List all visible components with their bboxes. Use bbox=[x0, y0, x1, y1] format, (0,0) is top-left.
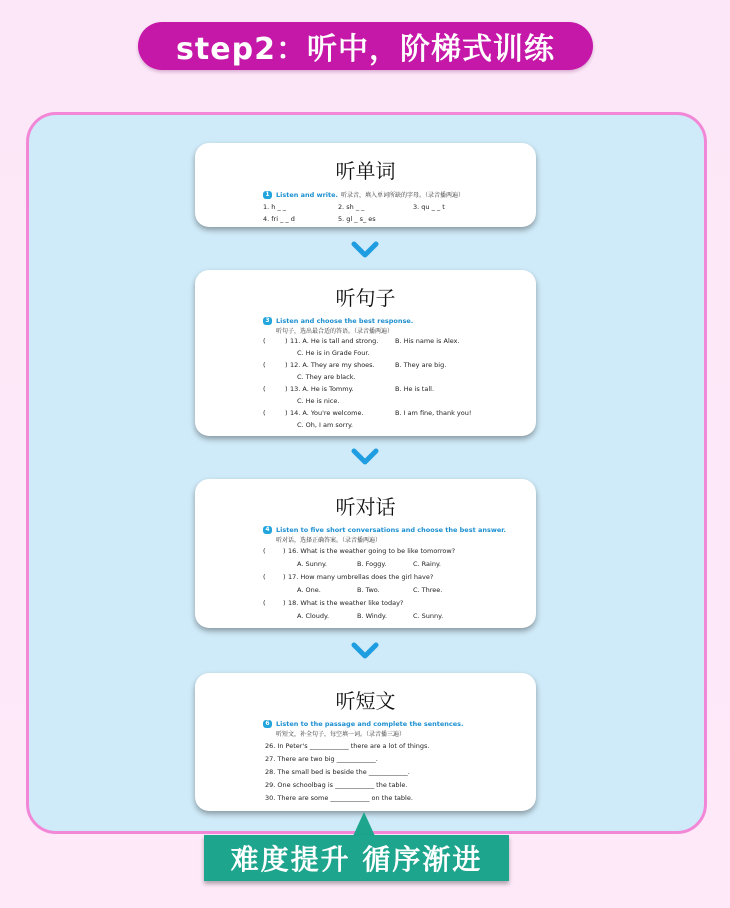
card-listen-sentences bbox=[195, 270, 536, 436]
sentence-text: 28. The small bed is beside the ____________. bbox=[265, 768, 410, 776]
option-b: B. I am fine, thank you! bbox=[395, 409, 472, 417]
exercise-header bbox=[263, 190, 526, 199]
option-c: C. He is in Grade Four. bbox=[297, 349, 370, 357]
option-c: C. Rainy. bbox=[413, 560, 441, 568]
option-c: C. Three. bbox=[413, 586, 443, 594]
sentence-row bbox=[195, 781, 536, 794]
exercise-instruction-cn: 听对话，选择正确答案。（录音播两遍） bbox=[276, 537, 382, 544]
exercise-number-badge: 6 bbox=[263, 720, 272, 728]
card-title: 听短文 bbox=[335, 689, 396, 713]
option-a: 13. A. He is Tommy. bbox=[290, 385, 354, 393]
option-c: C. They are black. bbox=[297, 373, 356, 381]
sentence-list bbox=[195, 742, 536, 807]
answer-bracket-open: ( bbox=[263, 409, 266, 417]
answer-bracket-open: ( bbox=[263, 337, 266, 345]
word-item: 3. qu _ _ t bbox=[413, 203, 445, 211]
option-a: 14. A. You're welcome. bbox=[290, 409, 364, 417]
exercise-instruction-cn: 听短文，补全句子，每空填一词。（录音播三遍） bbox=[276, 731, 406, 738]
exercise-instruction: Listen to five short conversations and choose the best answer. bbox=[276, 526, 506, 534]
option-c: C. Sunny. bbox=[413, 612, 444, 620]
option-c: C. He is nice. bbox=[297, 397, 340, 405]
footer-banner: 难度提升 循序渐进 bbox=[204, 835, 509, 881]
question-row bbox=[195, 349, 536, 361]
question-list bbox=[195, 547, 536, 625]
question-row bbox=[195, 547, 536, 560]
option-c: C. Oh, I am sorry. bbox=[297, 421, 353, 429]
sentence-row bbox=[195, 768, 536, 781]
question-row bbox=[195, 409, 536, 421]
exercise-instruction: Listen and write. bbox=[276, 190, 338, 199]
word-item: 5. gl _ s_ es bbox=[338, 215, 376, 223]
card-title: 听对话 bbox=[335, 495, 396, 519]
answer-bracket-close: ) bbox=[283, 573, 286, 581]
word-item: 1. h _ _ bbox=[263, 203, 287, 211]
card-listen-dialogues bbox=[195, 479, 536, 628]
option-b: B. He is tall. bbox=[395, 385, 435, 393]
sentence-row bbox=[195, 755, 536, 768]
chevron-down-icon bbox=[351, 447, 379, 467]
exercise-instruction-cn: 听录音，填入单词所缺的字母。（录音播两遍） bbox=[341, 192, 465, 199]
question-row bbox=[195, 421, 536, 433]
word-row bbox=[195, 203, 536, 215]
exercise-instruction: Listen to the passage and complete the sentences. bbox=[276, 720, 464, 728]
option-b: B. Two. bbox=[357, 586, 380, 594]
sentence-text: 26. In Peter's ____________ there are a lot of things. bbox=[265, 742, 430, 750]
word-row bbox=[195, 215, 536, 227]
options-row bbox=[195, 586, 536, 599]
sentence-row bbox=[195, 794, 536, 807]
option-a: A. Cloudy. bbox=[297, 612, 330, 620]
option-a: 11. A. He is tall and strong. bbox=[290, 337, 379, 345]
question-row bbox=[195, 599, 536, 612]
question-text: 16. What is the weather going to be like tomorrow? bbox=[288, 547, 456, 555]
question-text: 18. What is the weather like today? bbox=[288, 599, 404, 607]
exercise-number-badge: 3 bbox=[263, 317, 272, 325]
answer-bracket-open: ( bbox=[263, 385, 266, 393]
word-item: 2. sh _ _ bbox=[338, 203, 365, 211]
sentence-text: 29. One schoolbag is ____________ the table. bbox=[265, 781, 408, 789]
word-item: 4. fri _ _ d bbox=[263, 215, 295, 223]
question-row bbox=[195, 385, 536, 397]
question-row bbox=[195, 373, 536, 385]
card-title: 听句子 bbox=[335, 286, 396, 310]
question-text: 17. How many umbrellas does the girl have? bbox=[288, 573, 434, 581]
answer-bracket-close: ) bbox=[283, 599, 286, 607]
exercise-instruction-cn: 听句子，选出最合适的答语。（录音播两遍） bbox=[276, 328, 394, 335]
options-row bbox=[195, 612, 536, 625]
answer-bracket-close: ) bbox=[285, 361, 288, 369]
question-row bbox=[195, 361, 536, 373]
sentence-text: 27. There are two big ____________. bbox=[265, 755, 378, 763]
option-a: A. Sunny. bbox=[297, 560, 327, 568]
answer-bracket-open: ( bbox=[263, 599, 266, 607]
exercise-header bbox=[263, 720, 526, 728]
exercise-header bbox=[263, 526, 526, 534]
banner-pointer bbox=[353, 812, 375, 836]
card-listen-words bbox=[195, 143, 536, 227]
option-b: B. Foggy. bbox=[357, 560, 387, 568]
answer-bracket-close: ) bbox=[285, 409, 288, 417]
answer-bracket-open: ( bbox=[263, 361, 266, 369]
step-banner: step2：听中，阶梯式训练 bbox=[138, 22, 593, 70]
exercise-header bbox=[263, 317, 526, 325]
option-b: B. His name is Alex. bbox=[395, 337, 460, 345]
chevron-down-icon bbox=[351, 240, 379, 260]
exercise-number-badge: 4 bbox=[263, 526, 272, 534]
sentence-text: 30. There are some ____________ on the table. bbox=[265, 794, 413, 802]
question-row bbox=[195, 397, 536, 409]
chevron-down-icon bbox=[351, 641, 379, 661]
answer-bracket-close: ) bbox=[285, 337, 288, 345]
card-listen-passage bbox=[195, 673, 536, 811]
options-row bbox=[195, 560, 536, 573]
question-row bbox=[195, 573, 536, 586]
question-row bbox=[195, 337, 536, 349]
option-a: 12. A. They are my shoes. bbox=[290, 361, 375, 369]
answer-bracket-open: ( bbox=[263, 573, 266, 581]
option-b: B. Windy. bbox=[357, 612, 387, 620]
card-title: 听单词 bbox=[335, 159, 396, 183]
question-list bbox=[195, 337, 536, 433]
exercise-number-badge: 1 bbox=[263, 191, 272, 199]
option-b: B. They are big. bbox=[395, 361, 447, 369]
exercise-instruction: Listen and choose the best response. bbox=[276, 317, 414, 325]
answer-bracket-open: ( bbox=[263, 547, 266, 555]
sentence-row bbox=[195, 742, 536, 755]
option-a: A. One. bbox=[297, 586, 321, 594]
answer-bracket-close: ) bbox=[283, 547, 286, 555]
answer-bracket-close: ) bbox=[285, 385, 288, 393]
